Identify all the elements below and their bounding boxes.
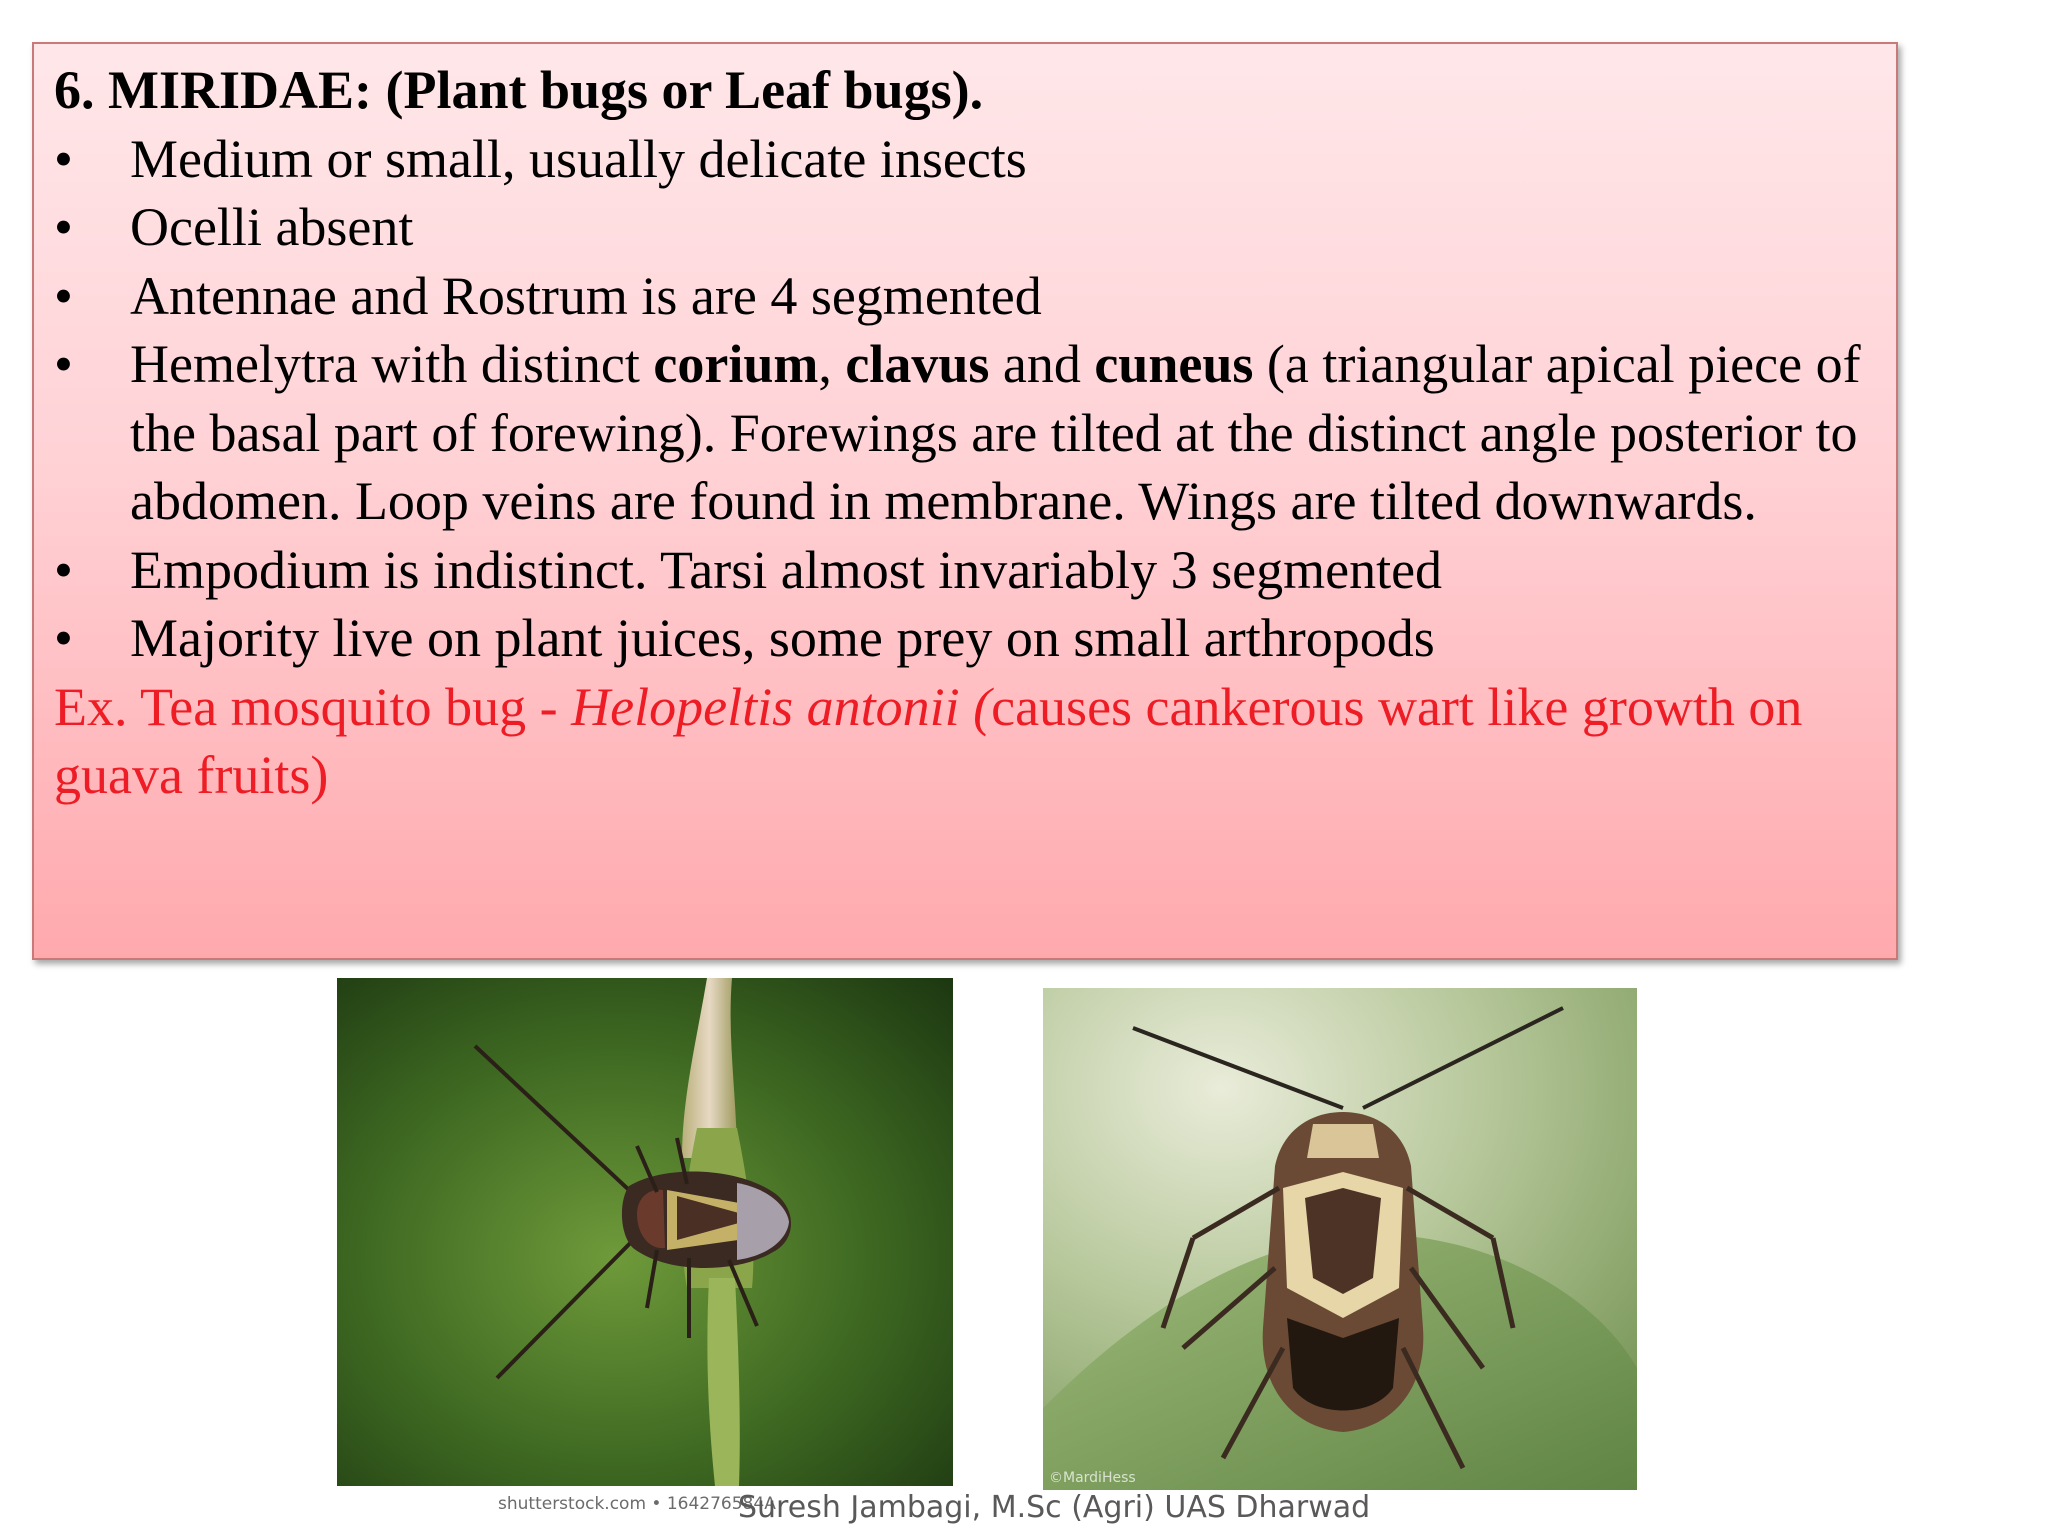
- bullet-text: Antennae and Rostrum is are 4 segmented: [130, 265, 1042, 326]
- insect-photo-left: [337, 978, 953, 1486]
- text-run: and: [989, 334, 1095, 394]
- example-suffix: causes cankerous wart like growth on guava fruits): [54, 676, 1803, 805]
- text-run: Hemelytra with distinct: [130, 334, 654, 394]
- bullet-dot: •: [54, 128, 73, 189]
- bullet-list: [54, 125, 1894, 673]
- bullet-item: [54, 604, 1894, 673]
- bullet-item: [54, 262, 1894, 331]
- text-run: ,: [818, 334, 846, 394]
- footer-credit: Suresh Jambagi, M.Sc (Agri) UAS Dharwad: [738, 1490, 1371, 1525]
- term-cuneus: cuneus: [1094, 334, 1254, 394]
- text-run: (a triangular apical piece of the basal part of forewing). Forewings are tilted at the distinct angle posterior to abdomen. Loop veins are found in membrane. Wings are tilted downwards.: [130, 334, 1861, 531]
- bullet-dot: •: [54, 265, 73, 326]
- bullet-dot: •: [54, 334, 73, 394]
- bullet-item: [54, 536, 1894, 605]
- bullet-dot: •: [54, 539, 73, 600]
- photo-right-credit: ©MardiHess: [1049, 1470, 1136, 1486]
- insect-photo-right: [1043, 988, 1637, 1490]
- bullet-dot: •: [54, 608, 73, 668]
- slide-title: 6. MIRIDAE: (Plant bugs or Leaf bugs).: [54, 60, 984, 120]
- bullet-text-hemelytra: [130, 334, 1861, 531]
- slide-body: [54, 56, 1894, 810]
- insect-photo-right-graphic: [1043, 988, 1637, 1490]
- example-text: [54, 673, 1894, 810]
- bullet-text: Majority live on plant juices, some prey on small arthropods: [130, 608, 1435, 668]
- term-corium: corium: [653, 334, 819, 394]
- scientific-name: Helopeltis antonii (: [571, 676, 992, 737]
- bullet-text: Empodium is indistinct. Tarsi almost invariably 3 segmented: [130, 539, 1443, 600]
- insect-photo-left-graphic: [337, 978, 953, 1486]
- stock-watermark: shutterstock.com • 164276584A: [498, 1494, 776, 1514]
- term-clavus: clavus: [845, 334, 990, 394]
- bullet-dot: •: [54, 197, 73, 257]
- bullet-text: Ocelli absent: [130, 197, 414, 257]
- example-prefix: Ex. Tea mosquito bug -: [54, 676, 572, 737]
- bullet-item: [54, 193, 1894, 262]
- bullet-item: [54, 330, 1894, 536]
- bullet-text: Medium or small, usually delicate insects: [130, 128, 1027, 189]
- bullet-item: [54, 125, 1894, 194]
